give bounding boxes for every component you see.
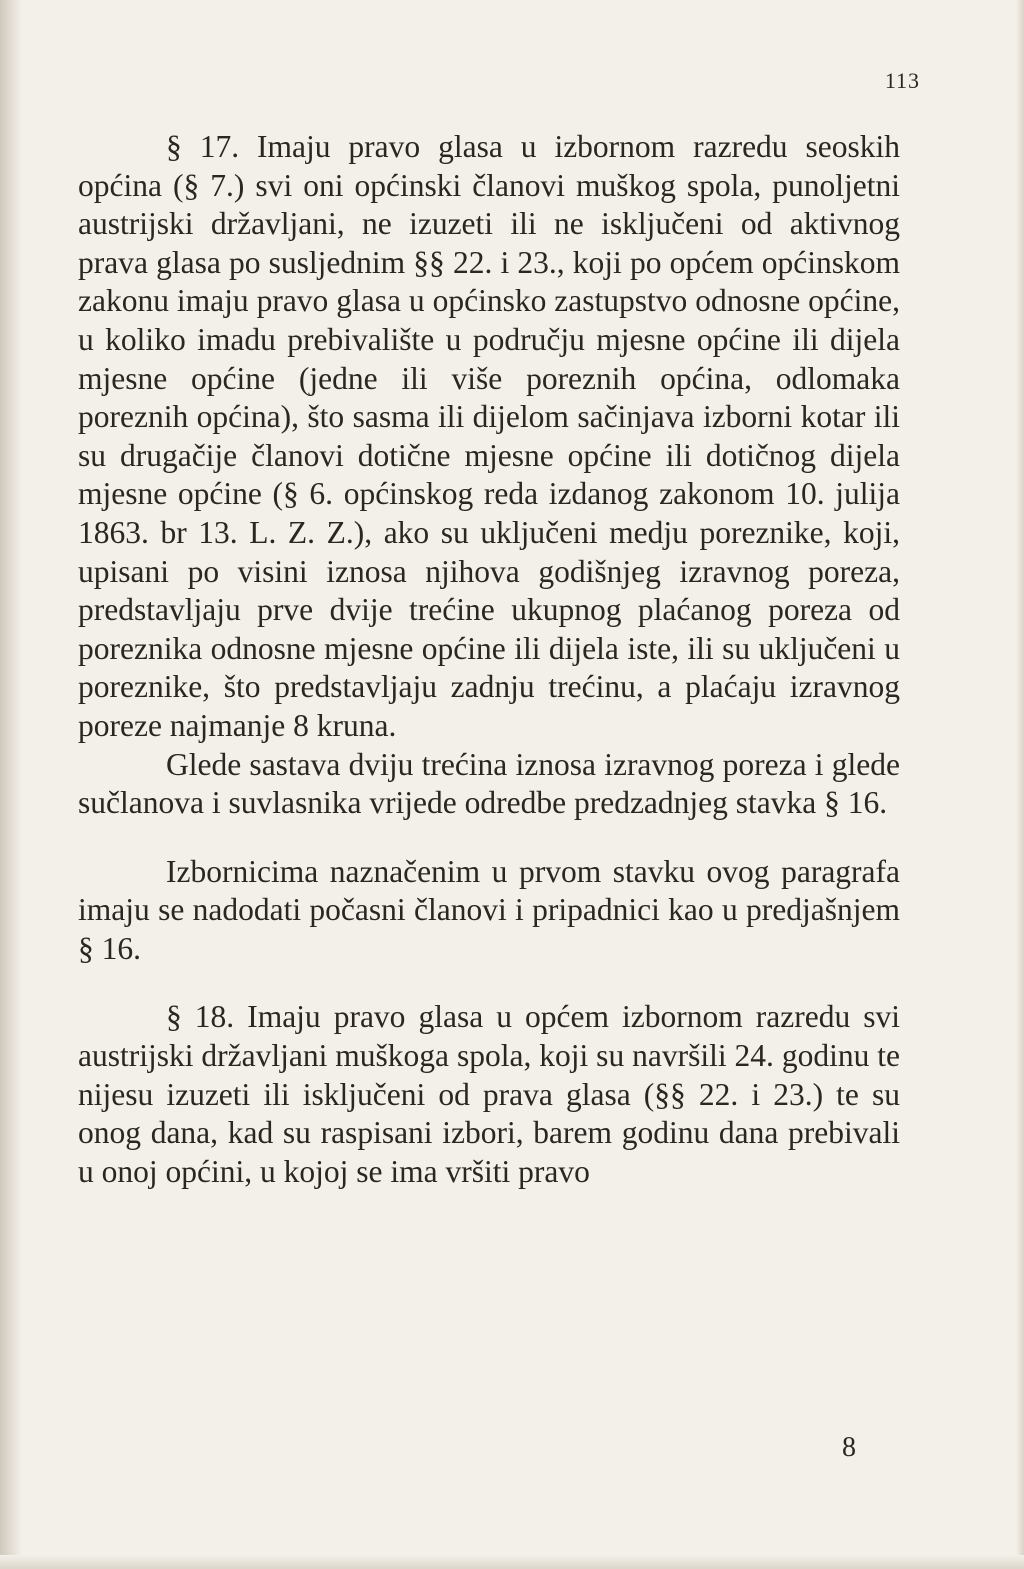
paragraph-composition: Glede sastava dviju trećina iznosa izravnog poreza i glede sučlanova i suvlasnika vrijede odredbe predzadnjeg stavka § 16. (78, 746, 900, 821)
paragraph-voters-addition: Izbornicima naznačenim u prvom stavku ovog paragrafa imaju se nadodati počasni članovi i pripadnici kao u predjašnjem § 16. (78, 853, 900, 966)
signature-mark: 8 (842, 1432, 856, 1463)
body-text (78, 128, 900, 1191)
page-gutter-shadow (0, 0, 22, 1569)
paragraph-section-17: § 17. Imaju pravo glasa u izbornom razredu seoskih općina (§ 7.) svi oni općinski članovi muškog spola, punoljetni austrijski državljani, ne izuzeti ili ne isključeni od aktivnog prava glasa po susljednim §§ 22. i 23., koji po općem općinskom zakonu imaju pravo glasa u općinsko zastupstvo odnosne općine, u koliko imadu prebivalište u području mjesne općine ili dijela mjesne općine (jedne ili više poreznih općina, odlomaka poreznih općina), što sasma ili dijelom sačinjava izborni kotar ili su drugačije članovi dotične mjesne općine ili dotičnog dijela mjesne općine (§ 6. općinskog reda izdanog zakonom 10. julija 1863. br 13. L. Z. Z.), ako su uključeni medju poreznike, koji, upisani po visini iznosa njihova godišnjeg izravnog poreza, predstavljaju prve dvije trećine ukupnog plaćanog poreza od poreznika odnosne mjesne općine ili dijela iste, ili su uključeni u poreznike, što predstavljaju zadnju trećinu, a plaćaju izravnog poreze najmanje 8 kruna. (78, 129, 900, 743)
page-right-edge (1016, 0, 1024, 1569)
paragraph-section-18: § 18. Imaju pravo glasa u općem izbornom razredu svi austrijski državljani muškoga spola, koji su navršili 24. godinu te nijesu izuzeti ili isključeni od prava glasa (§§ 22. i 23.) te su onog dana, kad su raspisani izbori, barem godinu dana prebivali u onoj općini, u kojoj se ima vršiti pravo (78, 999, 900, 1189)
page-number: 113 (884, 68, 920, 93)
page-bottom-edge (0, 1555, 1024, 1569)
